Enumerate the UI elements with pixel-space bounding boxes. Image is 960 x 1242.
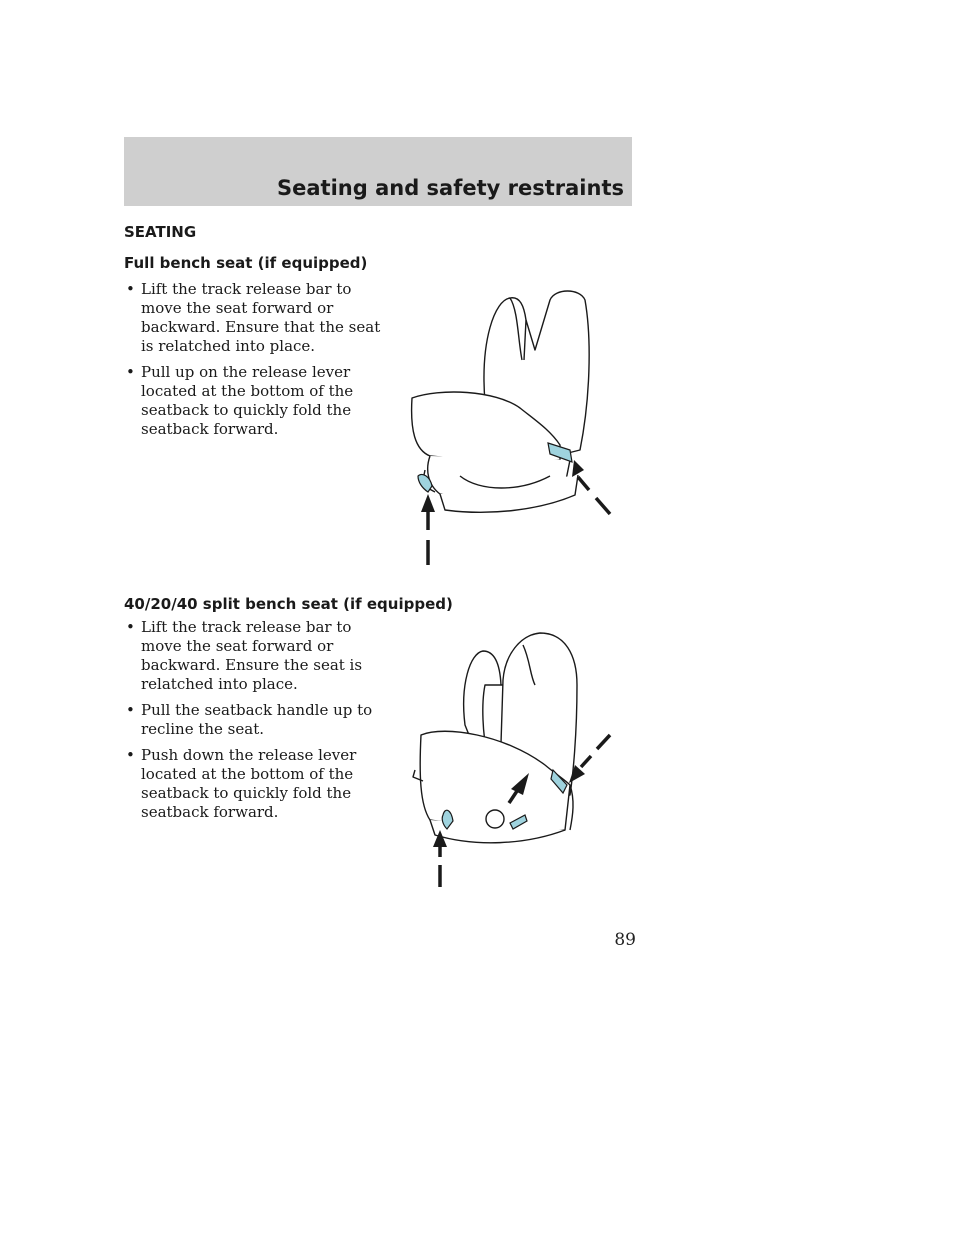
bullet-text: Pull the seatback handle up to recline the seat.	[141, 701, 373, 738]
split-bench-seat-illustration	[405, 625, 620, 890]
dashed-arrow-icon	[581, 735, 610, 767]
list-item: • Pull the seatback handle up to recline the seat.	[126, 701, 373, 738]
recline-knob-icon	[486, 810, 504, 828]
dashed-arrow-icon	[578, 477, 610, 514]
section-title: SEATING	[124, 223, 197, 241]
arrow-head-icon	[421, 494, 435, 512]
bullet-text: Lift the track release bar to move the seat forward or backward. Ensure that the seat is relatched into place.	[141, 280, 381, 355]
header-band	[124, 137, 632, 206]
page-number: 89	[614, 930, 636, 950]
split-bench-bullets	[124, 618, 394, 829]
bullet-text: Push down the release lever located at the bottom of the seatback to quickly fold the seatback forward.	[141, 746, 357, 821]
list-item: • Lift the track release bar to move the seat forward or backward. Ensure that the seat is relatched into place.	[126, 280, 381, 355]
list-item: • Push down the release lever located at the bottom of the seatback to quickly fold the seatback forward.	[126, 746, 357, 821]
list-item: • Lift the track release bar to move the seat forward or backward. Ensure the seat is relatched into place.	[126, 618, 363, 693]
list-item: • Pull up on the release lever located at the bottom of the seatback to quickly fold the seatback forward.	[126, 363, 354, 438]
split-bench-heading: 40/20/40 split bench seat (if equipped)	[124, 595, 453, 613]
full-bench-seat-illustration	[400, 280, 630, 570]
full-bench-bullets	[124, 280, 394, 446]
bullet-text: Lift the track release bar to move the seat forward or backward. Ensure the seat is relatched into place.	[141, 618, 363, 693]
bullet-text: Pull up on the release lever located at the bottom of the seatback to quickly fold the seatback forward.	[141, 363, 354, 438]
full-bench-heading: Full bench seat (if equipped)	[124, 254, 368, 272]
page-header-title: Seating and safety restraints	[277, 176, 624, 200]
arrow-head-icon	[572, 460, 584, 477]
